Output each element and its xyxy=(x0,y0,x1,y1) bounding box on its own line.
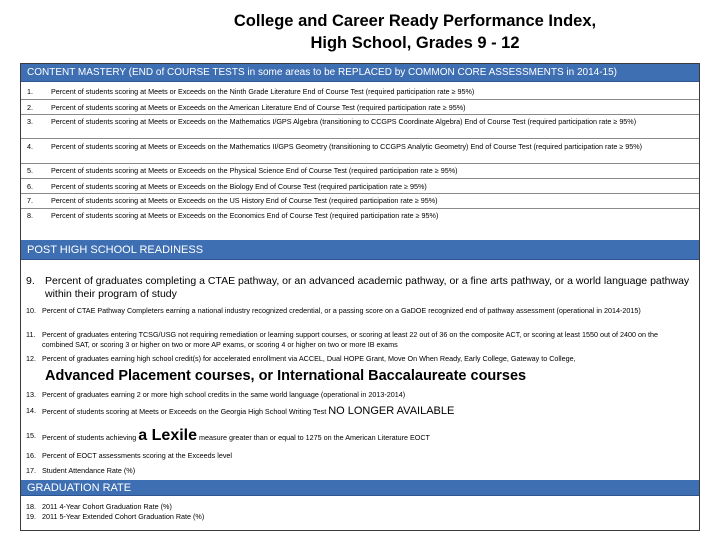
item-text: Percent of CTAE Pathway Completers earning a national industry recognized credential, or a passing score on a GaDOE recognized end of pathway assessment (operational in 2014-2015) xyxy=(42,306,641,315)
item-text: Percent of students scoring at Meets or Exceeds on the Georgia High School Writing Test xyxy=(42,407,327,416)
item-text: 2011 5-Year Extended Cohort Graduation Rate (%) xyxy=(42,512,205,521)
page-title xyxy=(0,10,720,54)
item-number: 2. xyxy=(27,103,33,112)
item-number: 7. xyxy=(27,196,33,205)
item-number: 3. xyxy=(27,117,33,126)
divider xyxy=(21,138,699,139)
item-number: 5. xyxy=(27,166,33,175)
item-text: Percent of students scoring at Meets or Exceeds on the US History End of Course Test (required participation rate ≥ 95%) xyxy=(51,196,438,205)
item-number: 19. xyxy=(26,512,36,521)
item-text-pre: Percent of students achieving xyxy=(42,433,137,442)
item-text: Percent of graduates entering TCSG/USG not requiring remediation or learning support courses, or scoring at least 22 out of 36 on the composite ACT, or scoring at least 1550 out of 2400 on the combined SAT, or scoring 3 or higher on two or more AP exams, or scoring 4 or higher on two or more IB exams xyxy=(42,330,658,349)
item-text: Percent of students scoring at Meets or Exceeds on the Biology End of Course Test (required participation rate ≥ 95%) xyxy=(51,182,427,191)
item-text-post: measure greater than or equal to 1275 on the American Literature EOCT xyxy=(199,433,430,442)
item-text: 2011 4-Year Cohort Graduation Rate (%) xyxy=(42,502,172,511)
item-text: Percent of students scoring at Meets or Exceeds on the Physical Science End of Course Test (required participation rate ≥ 95%) xyxy=(51,166,458,175)
item-text: Percent of students scoring at Meets or Exceeds on the Ninth Grade Literature End of Course Test (required participation rate ≥ 95%) xyxy=(51,87,475,96)
item-number: 1. xyxy=(27,87,33,96)
item-number: 18. xyxy=(26,502,36,511)
no-longer-available-note: NO LONGER AVAILABLE xyxy=(328,405,455,417)
item-number: 15. xyxy=(26,431,36,440)
item-text: Percent of EOCT assessments scoring at the Exceeds level xyxy=(42,451,233,460)
item-12-continuation: Advanced Placement courses, or International Baccalaureate courses xyxy=(45,368,527,384)
item-text: Percent of graduates completing a CTAE pathway, or an advanced academic pathway, or a fine arts pathway, or a world language pathway within their program of study xyxy=(45,275,690,300)
item-number: 8. xyxy=(27,211,33,220)
item-number: 9. xyxy=(26,275,35,287)
item-number: 14. xyxy=(26,406,36,415)
divider xyxy=(21,99,699,100)
item-number: 6. xyxy=(27,182,33,191)
item-text: Percent of students scoring at Meets or Exceeds on the American Literature End of Course Test (required participation rate ≥ 95%) xyxy=(51,103,466,112)
lexile-emphasis: a Lexile xyxy=(138,427,197,444)
section-header-content-mastery: CONTENT MASTERY (END of COURSE TESTS in some areas to be REPLACED by COMMON CORE ASSESSMENTS in 2014-15) xyxy=(21,64,699,82)
divider xyxy=(21,163,699,164)
title-line-2: High School, Grades 9 - 12 xyxy=(310,34,520,52)
divider xyxy=(21,114,699,115)
item-text: Percent of students scoring at Meets or Exceeds on the Mathematics II/GPS Geometry (transitioning to CCGPS Analytic Geometry) End of Course Test (required participation rate ≥ 95%) xyxy=(51,142,643,151)
title-line-1: College and Career Ready Performance Index, xyxy=(233,12,597,30)
divider xyxy=(21,193,699,194)
item-text: Percent of students scoring at Meets or Exceeds on the Economics End of Course Test (required participation rate ≥ 95%) xyxy=(51,211,439,220)
item-text: Percent of graduates earning high school credit(s) for accelerated enrollment via ACCEL, Dual HOPE Grant, Move On When Ready, Early College, Gateway to College, xyxy=(42,354,576,363)
section-header-graduation: GRADUATION RATE xyxy=(21,480,699,496)
item-number: 16. xyxy=(26,451,36,460)
item-number: 12. xyxy=(26,354,36,363)
divider xyxy=(21,178,699,179)
section-header-post-high-school: POST HIGH SCHOOL READINESS xyxy=(21,240,699,260)
item-number: 13. xyxy=(26,390,36,399)
item-text: Percent of students scoring at Meets or Exceeds on the Mathematics I/GPS Algebra (transitioning to CCGPS Coordinate Algebra) End of Course Test (required participation rate ≥ 95%) xyxy=(51,117,637,126)
item-number: 17. xyxy=(26,466,36,475)
item-number: 4. xyxy=(27,142,33,151)
item-number: 11. xyxy=(26,330,36,339)
item-text: Percent of graduates earning 2 or more high school credits in the same world language (operational in 2013-2014) xyxy=(42,390,406,399)
item-text: Student Attendance Rate (%) xyxy=(42,466,136,475)
item-number: 10. xyxy=(26,306,36,315)
divider xyxy=(21,208,699,209)
